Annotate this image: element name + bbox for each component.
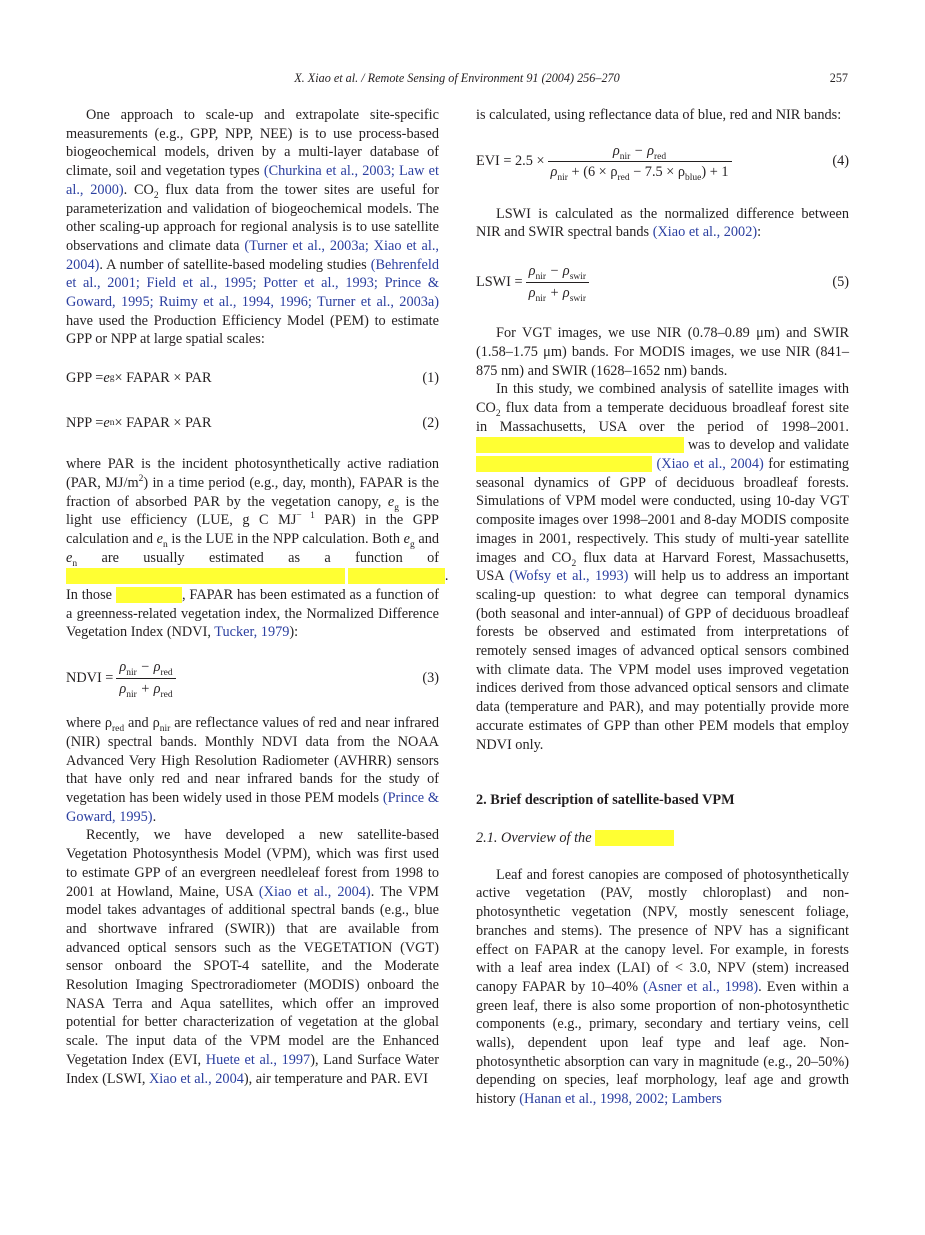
highlight: [595, 830, 674, 846]
equation-number: (2): [422, 414, 439, 431]
citation-link[interactable]: (Hanan et al., 1998, 2002; Lambers: [519, 1091, 722, 1108]
equation-5: LSWI = $\frac{\rho_{nir} - \rho_{swir}}{\rho_{nir} + \rho_{swir}}$ (5): [476, 262, 849, 304]
highlight: [476, 437, 684, 453]
citation-link[interactable]: (Churkina et al., 2003; Law et al., 2000): [66, 163, 439, 198]
fraction: $\frac{\rho_{nir} - \rho_{red}}{\rho_{nir} + \rho_{red}}$: [116, 658, 175, 698]
paragraph: In this study, we combined analysis of satellite images with $CO_2$ flux data from a temperate deciduous broadleaf forest site in Massachusetts, USA over the period of 1998–2001. was to develop and validate (Xiao et al., 2004) for estimating seasonal dynamics of GPP of deciduous broadleaf forests. Simulations of VPM model were conducted, using 10-day VGT composite images over 1998–2001 and 8-day MODIS composite images in 2001, respectively. This study of multi-year satellite images and $CO_2$ flux data at Harvard Forest, Massachusetts, USA (Wofsy et al., 1993) will help us to address an important scaling-up question: to what degree can temporal dynamics (both seasonal and inter-annual) of GPP of deciduous broadleaf forests be observed and estimated from interpretations of remotely sensed images of advanced optical sensors combined with climate data. The VPM model uses improved vegetation indices derived from those advanced optical sensors and climate data (temperature and PAR), and may potentially provide more accurate estimates of GPP than other PEM models that employ NDVI only.: [476, 381, 850, 753]
equation-1: GPP = e g × FAPAR × PAR (1): [66, 369, 439, 386]
equation-number: (1): [422, 369, 439, 386]
citation-link[interactable]: (Behrenfeld et al., 2001; Field et al., 1995; Potter et al., 1993; Prince & Goward, 1995; Ruimy et al., 1994, 1996; Turner et al., 2003a): [66, 256, 439, 311]
citation-link[interactable]: (Asner et al., 1998): [643, 978, 759, 995]
left-column: [66, 106, 449, 1088]
citation-link[interactable]: (Xiao et al., 2004): [258, 883, 371, 900]
paragraph: Leaf and forest canopies are composed of photosynthetically active vegetation (PAV, mostly chloroplast) and non-photosynthetic vegetation (NPV, mostly senescent foliage, branches and stems). The presence of NPV has a significant effect on FAPAR at the canopy level. For example, in forests with a leaf area index (LAI) of < 3.0, NPV (stem) increased canopy FAPAR by 10–40% (Asner et al., 1998). Even within a green leaf, there is also some proportion of non-photosynthetic components (e.g., primary, secondary and tertiary veins, cell walls), dependent upon leaf type and leaf age. Non-photosynthetic absorption can vary in magnitude (e.g., 20–50%) depending on species, leaf morphology, leaf age and growth history (Hanan et al., 1998, 2002; Lambers: [476, 866, 849, 1108]
paragraph: where $\rho_{red}$ and $\rho_{nir}$ are reflectance values of red and near infrared (NIR) spectral bands. Monthly NDVI data from the NOAA Advanced Very High Resolution Radiometer (AVHRR) sensors that have only red and near infrared bands for the study of vegetation has been widely used in those PEM models (Prince & Goward, 1995).: [66, 715, 440, 825]
citation-link[interactable]: Tucker, 1979: [214, 624, 290, 641]
equation-number: (5): [832, 273, 849, 290]
paragraph: is calculated, using reflectance data of blue, red and NIR bands:: [476, 107, 842, 123]
section-heading: 2. Brief description of satellite-based VPM: [476, 792, 735, 809]
equation-4: EVI = 2.5 × $\frac{\rho_{nir} - \rho_{red}}{\rho_{nir} + (6 \times \rho_{red} - 7.5 \times \rho_{blue}) + 1}$ (4): [476, 142, 849, 184]
fraction: $\frac{\rho_{nir} - \rho_{swir}}{\rho_{nir} + \rho_{swir}}$: [526, 262, 589, 302]
fraction: $\frac{\rho_{nir} - \rho_{red}}{\rho_{nir} + (6 \times \rho_{red} - 7.5 \times \rho_{blue}) + 1}$: [548, 142, 732, 182]
running-title: X. Xiao et al. / Remote Sensing of Environment 91 (2004) 256–270: [294, 71, 620, 85]
equation-number: (4): [832, 153, 849, 170]
paragraph: One approach to scale-up and extrapolate site-specific measurements (e.g., GPP, NPP, NEE) is to use process-based biogeochemical models, driven by a multi-layer database of climate, soil and vegetation types (Churkina et al., 2003; Law et al., 2000). $CO_2$ flux data from the tower sites are useful for parameterization and validation of biogeochemical models. The other scaling-up approach for regional analysis is to use satellite observations and climate data (Turner et al., 2003a; Xiao et al., 2004). A number of satellite-based modeling studies (Behrenfeld et al., 2001; Field et al., 1995; Potter et al., 1993; Prince & Goward, 1995; Ruimy et al., 1994, 1996; Turner et al., 2003a) have used the Production Efficiency Model (PEM) to estimate GPP or NPP at large spatial scales:: [66, 107, 440, 348]
citation-link[interactable]: (Xiao et al., 2002): [652, 224, 758, 241]
paragraph: For VGT images, we use NIR (0.78–0.89 μm) and SWIR (1.58–1.75 μm) bands. For MODIS images, we use NIR (841–875 nm) and SWIR (1628–1652 nm) bands.: [476, 325, 849, 379]
highlight: [348, 568, 445, 584]
running-header: [66, 71, 848, 91]
citation-link[interactable]: (Prince & Goward, 1995): [66, 789, 440, 825]
paragraph: Recently, we have developed a new satellite-based Vegetation Photosynthesis Model (VPM), which was first used to estimate GPP of an evergreen needleleaf forest from 1998 to 2001 at Howland, Maine, USA (Xiao et al., 2004). The VPM model takes advantages of additional spectral bands (e.g., blue and shortwave infrared (SWIR)) that are available from advanced optical sensors such as the VEGETATION (VGT) sensor onboard the SPOT-4 satellite, and the Moderate Resolution Imaging Spectroradiometer (MODIS) onboard the NASA Terra and Aqua satellites, which offer an improved potential for better characterization of vegetation at the global scale. The input data of the VPM model are the Enhanced Vegetation Index (EVI, Huete et al., 1997), Land Surface Water Index (LSWI, Xiao et al., 2004), air temperature and PAR. EVI: [66, 827, 440, 1087]
highlight: [116, 587, 182, 603]
page-number: 257: [829, 71, 848, 85]
subsection-heading: 2.1. Overview of the: [476, 829, 849, 848]
highlight: [66, 568, 345, 584]
highlight: [476, 456, 652, 472]
equation-2: NPP = e n × FAPAR × PAR (2): [66, 414, 439, 431]
equation-number: (3): [422, 669, 439, 686]
citation-link[interactable]: (Xiao et al., 2004): [656, 456, 764, 473]
equation-3: NDVI = $\frac{\rho_{nir} - \rho_{red}}{\rho_{nir} + \rho_{red}}$ (3): [66, 658, 439, 700]
citation-link[interactable]: Huete et al., 1997: [205, 1051, 311, 1068]
right-column: [476, 106, 849, 1109]
paragraph: LSWI is calculated as the normalized difference between NIR and SWIR spectral bands (Xiao et al., 2002):: [476, 205, 849, 241]
citation-link[interactable]: Xiao et al., 2004: [148, 1070, 244, 1087]
citation-link[interactable]: (Wofsy et al., 1993): [509, 568, 629, 585]
citation-link[interactable]: (Turner et al., 2003a; Xiao et al., 2004): [66, 237, 440, 273]
paragraph: where PAR is the incident photosynthetically active radiation (PAR, $MJ/m^2$) in a time period (e.g., day, month), FAPAR is the fraction of absorbed PAR by the vegetation canopy, $e_g$ is the light use efficiency (LUE, g C $MJ^{- 1}$ PAR) in the GPP calculation and $e_n$ is the LUE in the NPP calculation. Both $e_g$ and $e_n$ are usually estimated as a function of . In those , FAPAR has been estimated as a function of a greenness-related vegetation index, the Normalized Difference Vegetation Index (NDVI, Tucker, 1979):: [66, 456, 449, 641]
